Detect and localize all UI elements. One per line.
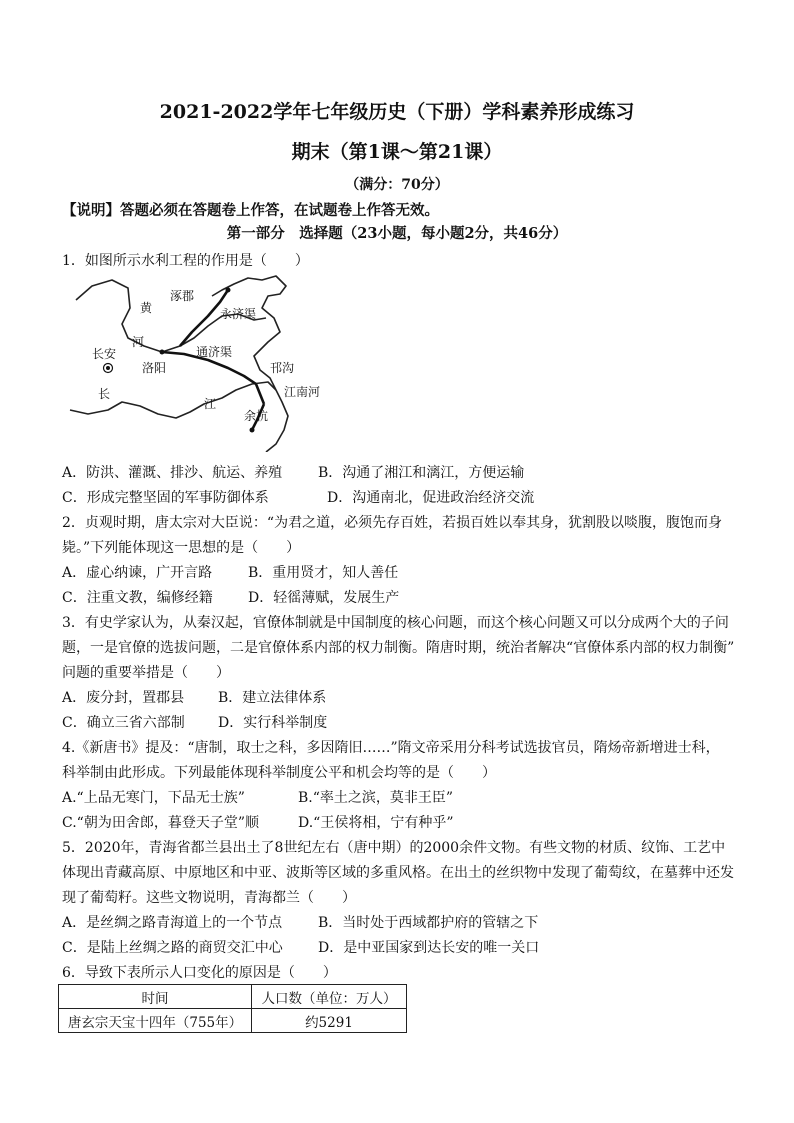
label-jiangnanhe: 江南河 bbox=[284, 385, 320, 399]
q3-option-d: D．实行科举制度 bbox=[218, 715, 328, 731]
q3-stem-line3: 问题的重要举措是（ ） bbox=[62, 665, 230, 681]
zhuojun-marker bbox=[226, 288, 231, 293]
yuhang-marker bbox=[250, 428, 255, 433]
label-zhuojun: 涿郡 bbox=[170, 289, 195, 303]
q5-stem-line3: 现了葡萄籽。这些文物说明，青海都兰（ ） bbox=[62, 890, 356, 906]
luoyang-marker bbox=[160, 350, 165, 355]
q2-stem-line2: 毙。”下列能体现这一思想的是（ ） bbox=[62, 540, 301, 556]
q6-stem: 6．导致下表所示人口变化的原因是（ ） bbox=[62, 965, 337, 981]
q5-option-c: C．是陆上丝绸之路的商贸交汇中心 bbox=[62, 940, 283, 956]
q2-option-b: B．重用贤才，知人善任 bbox=[248, 565, 399, 581]
q5-option-b: B．当时处于西域都护府的管辖之下 bbox=[318, 915, 539, 931]
q4-stem-line2: 科举制由此形成。下列最能体现科举制度公平和机会均等的是（ ） bbox=[62, 765, 496, 781]
table-cell: 唐玄宗天宝十四年（755年） bbox=[59, 1009, 252, 1033]
label-yongjiqu: 永济渠 bbox=[220, 307, 257, 321]
q4-option-c: C.“朝为田舍郎，暮登天子堂”顺 bbox=[62, 815, 259, 831]
label-luoyang: 洛阳 bbox=[142, 361, 167, 375]
exam-subtitle: 期末（第1课～第21课） bbox=[291, 141, 503, 163]
q4-option-d: D.“王侯将相，宁有种乎” bbox=[298, 815, 454, 831]
q2-option-d: D．轻徭薄赋，发展生产 bbox=[248, 590, 400, 606]
q5-option-d: D．是中亚国家到达长安的唯一关口 bbox=[318, 940, 540, 956]
q1-stem: 1．如图所示水利工程的作用是（ ） bbox=[62, 253, 309, 269]
q5-stem-line1: 5．2020年，青海省都兰县出土了8世纪左右（唐中期）的2000余件文物。有些文物的材质、纹饰、工艺中 bbox=[62, 840, 726, 856]
q3-option-c: C．确立三省六部制 bbox=[62, 715, 185, 731]
instruction-note: 【说明】答题必须在答题卷上作答，在试题卷上作答无效。 bbox=[62, 202, 439, 219]
grand-canal-map bbox=[62, 272, 320, 452]
q5-option-a: A．是丝绸之路青海道上的一个节点 bbox=[62, 915, 283, 931]
exam-title: 2021-2022学年七年级历史（下册）学科素养形成练习 bbox=[159, 101, 635, 123]
table-cell: 约5291 bbox=[252, 1009, 407, 1033]
q3-stem-line2: 题，一是官僚的选拔问题，二是官僚体系内部的权力制衡。隋唐时期，统治者解决“官僚体系内部的权力制衡” bbox=[62, 640, 735, 656]
q2-option-c: C．注重文教，编修经籍 bbox=[62, 590, 213, 606]
table-header-cell: 人口数（单位：万人） bbox=[252, 985, 407, 1009]
q4-option-a: A.“上品无寒门，下品无士族” bbox=[62, 790, 245, 806]
q3-option-b: B．建立法律体系 bbox=[218, 690, 327, 706]
q1-option-d: D．沟通南北，促进政治经济交流 bbox=[327, 490, 535, 506]
q1-option-a: A．防洪、灌溉、排沙、航运、养殖 bbox=[62, 465, 283, 481]
label-hangou: 邗沟 bbox=[270, 361, 295, 375]
q5-stem-line2: 体现出青藏高原、中原地区和中亚、波斯等区域的多重风格。在出土的丝织物中发现了葡萄纹，在墓葬中还发 bbox=[62, 865, 734, 881]
section-heading: 第一部分 选择题（23小题，每小题2分，共46分） bbox=[226, 225, 568, 242]
score-note: （满分：70分） bbox=[345, 177, 449, 193]
label-huang: 黄 bbox=[140, 301, 153, 315]
q1-option-b: B．沟通了湘江和漓江，方便运输 bbox=[318, 465, 525, 481]
q2-stem-line1: 2．贞观时期，唐太宗对大臣说：“为君之道，必须先存百姓，若损百姓以奉其身，犹割股以啖腹，腹饱而身 bbox=[62, 515, 723, 531]
table-row bbox=[59, 1009, 407, 1033]
label-tongjiqu: 通济渠 bbox=[196, 345, 233, 359]
q3-option-a: A．废分封，置郡县 bbox=[62, 690, 185, 706]
label-changan: 长安 bbox=[92, 347, 117, 361]
q2-option-a: A．虚心纳谏，广开言路 bbox=[62, 565, 213, 581]
population-table bbox=[58, 984, 407, 1033]
table-header-cell: 时间 bbox=[59, 985, 252, 1009]
q4-option-b: B.“率土之滨，莫非王臣” bbox=[298, 790, 454, 806]
label-yuhang: 余杭 bbox=[244, 409, 269, 423]
q1-option-c: C．形成完整坚固的军事防御体系 bbox=[62, 490, 269, 506]
label-chang: 长 bbox=[98, 387, 111, 401]
q4-stem-line1: 4.《新唐书》提及：“唐制，取士之科，多因隋旧……”隋文帝采用分科考试选拔官员，隋炀帝新增进士科， bbox=[62, 740, 720, 756]
hangou-canal bbox=[256, 384, 264, 404]
q3-stem-line1: 3．有史学家认为，从秦汉起，官僚体制就是中国制度的核心问题，而这个核心问题又可以分成两个大的子问 bbox=[62, 615, 729, 631]
label-jiang: 江 bbox=[204, 397, 217, 411]
table-header-row bbox=[59, 985, 407, 1009]
label-he: 河 bbox=[132, 335, 145, 349]
